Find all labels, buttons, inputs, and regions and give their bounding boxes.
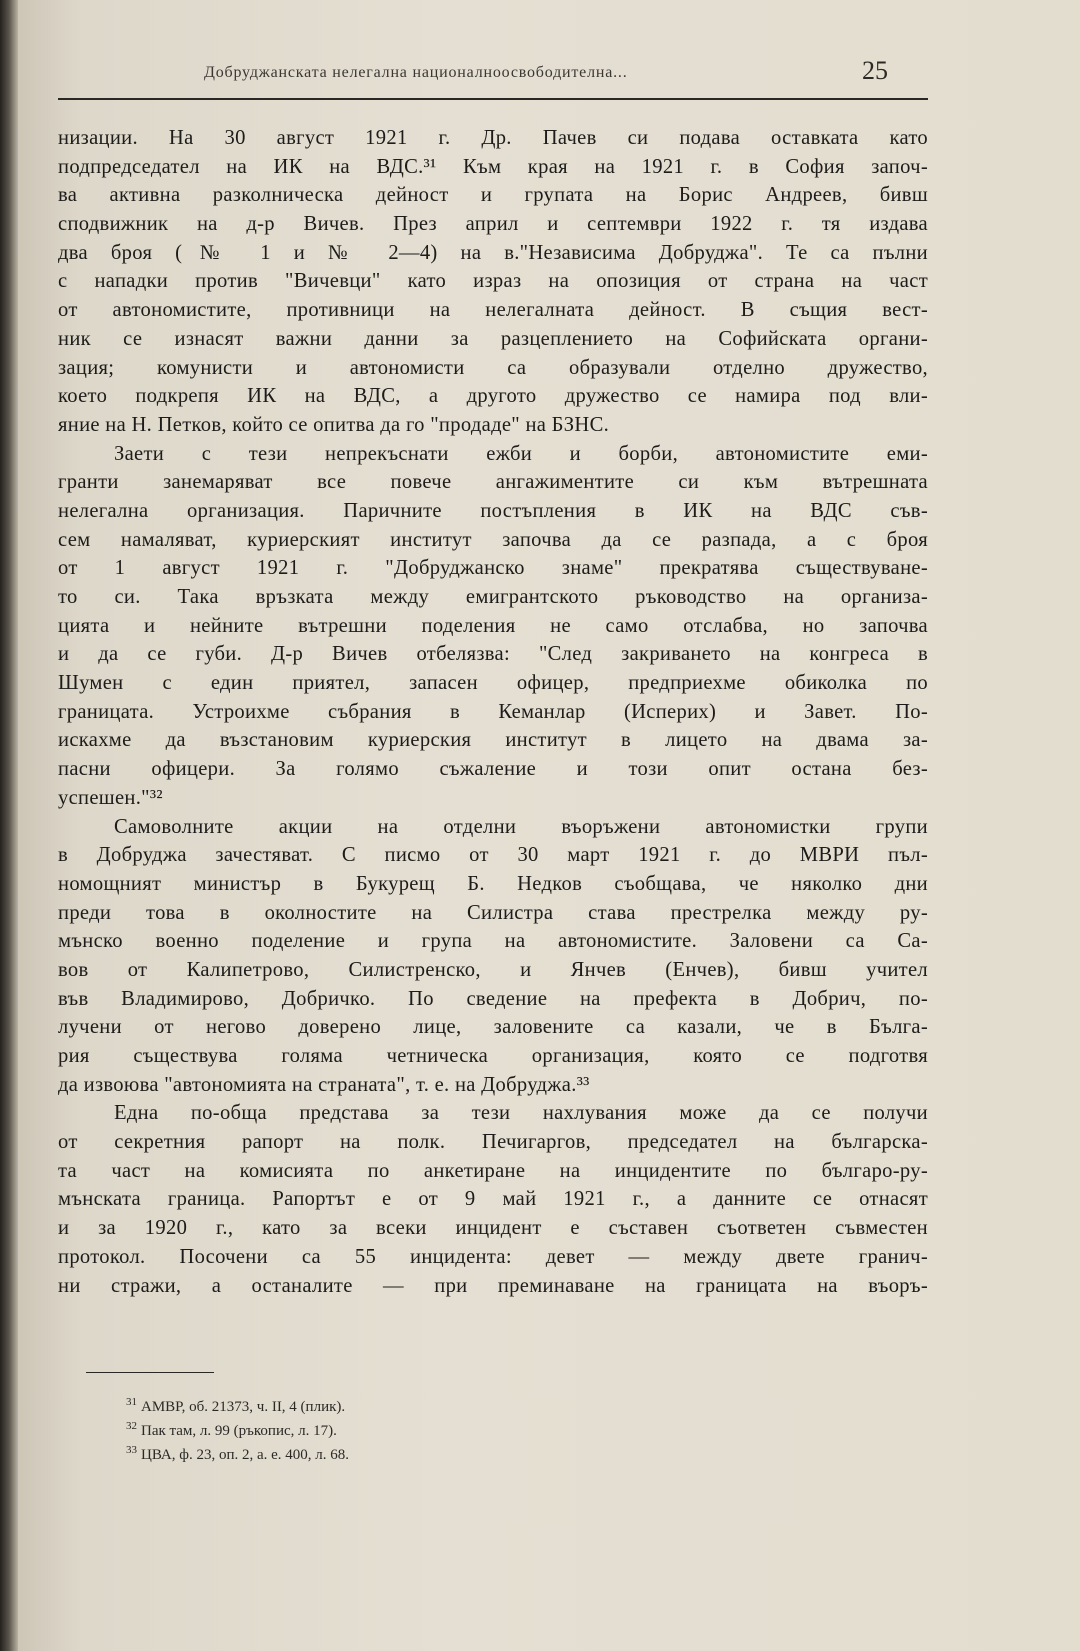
text-line: сем намаляват, куриерският институт започва да се разпада, а с броя bbox=[58, 528, 928, 551]
text-line: което подкрепя ИК на ВДС, а другото дружество се намира под вли- bbox=[58, 385, 928, 408]
text-line: Заети с тези непрекъснати ежби и борби, автономистите еми- bbox=[114, 442, 928, 465]
text-line: низации. На 30 август 1921 г. Др. Пачев си подава оставката като bbox=[58, 127, 928, 149]
text-line: Самоволните акции на отделни въоръжени автономистки групи bbox=[114, 815, 928, 838]
page-header bbox=[58, 54, 928, 100]
footnotes bbox=[126, 1390, 826, 1462]
text-line: та част на комисията по анкетиране на инцидентите по българо-ру- bbox=[58, 1159, 928, 1182]
text-line: нелегална организация. Паричните постъпления в ИК на ВДС съв- bbox=[58, 499, 928, 522]
text-line: успешен."³² bbox=[58, 786, 163, 809]
text-line: сподвижник на д-р Вичев. През април и септември 1922 г. тя издава bbox=[58, 213, 928, 236]
text-line: във Владимирово, Добричко. По сведение на префекта в Добрич, по- bbox=[58, 987, 928, 1010]
footnote-text: ЦВА, ф. 23, оп. 2, а. е. 400, л. 68. bbox=[141, 1447, 350, 1463]
text-line: мънско военно поделение и група на автономистите. Заловени са Са- bbox=[58, 930, 928, 953]
footnote-text: Пак там, л. 99 (ръкопис, л. 17). bbox=[141, 1423, 337, 1439]
text-line: вов от Калипетрово, Силистренско, и Янчев (Енчев), бивш учител bbox=[58, 958, 928, 981]
text-line: рия съществува голяма четническа организация, която се подготвя bbox=[58, 1045, 928, 1067]
text-line: протокол. Посочени са 55 инцидента: девет — между двете гранич- bbox=[58, 1245, 928, 1268]
text-line: мънската граница. Рапортът е от 9 май 1921 г., а данните се отнасят bbox=[58, 1188, 928, 1211]
text-line: номощният министър в Букурещ Б. Недков съобщава, че няколко дни bbox=[58, 872, 928, 895]
book-page bbox=[18, 0, 1080, 1651]
text-line: границата. Устроихме събрания в Кеманлар (Исперих) и Завет. По- bbox=[58, 700, 928, 723]
running-title: Добруджанската нелегална националноосвободителна... bbox=[204, 64, 628, 81]
text-line: от 1 август 1921 г. "Добруджанско знаме" прекратява съществуване- bbox=[58, 557, 928, 580]
text-line: ва активна разколническа дейност и групата на Борис Андреев, бивш bbox=[58, 184, 928, 207]
footnote-number: 33 bbox=[126, 1444, 137, 1456]
text-line: и за 1920 г., като за всеки инцидент е съставен съответен съвместен bbox=[58, 1217, 928, 1240]
text-line: лучени от негово доверено лице, заловените са казали, че в Бълга- bbox=[58, 1016, 928, 1039]
text-line: цията и нейните вътрешни поделения не само отслабва, но започва bbox=[58, 614, 928, 637]
text-line: два броя (№ 1 и № 2—4) на в."Независима Добруджа". Те са пълни bbox=[58, 241, 928, 264]
text-line: яние на Н. Петков, който се опитва да го "продаде" на БЗНС. bbox=[58, 413, 610, 436]
text-line: ник се изнасят важни данни за разцеплението на Софийската органи- bbox=[58, 327, 928, 350]
text-line: в Добруджа зачестяват. С писмо от 30 март 1921 г. до МВРИ пъл- bbox=[58, 844, 928, 867]
text-line: подпредседател на ИК на ВДС.³¹ Към края на 1921 г. в София започ- bbox=[58, 155, 928, 178]
text-line: пасни офицери. За голямо съжаление и този опит остана без- bbox=[58, 758, 928, 781]
text-line: гранти занемаряват все повече ангажиментите си към вътрешната bbox=[58, 471, 928, 494]
footnote bbox=[126, 1390, 826, 1414]
footnote bbox=[126, 1438, 826, 1462]
footnote-text: АМВР, об. 21373, ч. II, 4 (плик). bbox=[141, 1399, 346, 1415]
text-line: и да се губи. Д-р Вичев отбелязва: "След закриването на конгреса в bbox=[58, 643, 928, 666]
text-line: ни стражи, а останалите — при преминаване на границата на въоръ- bbox=[58, 1274, 928, 1297]
text-line: от секретния рапорт на полк. Печигаргов, председател на българска- bbox=[58, 1131, 928, 1154]
text-line: с нападки против "Вичевци" като израз на опозиция от страна на част bbox=[58, 270, 928, 293]
text-line: зация; комунисти и автономисти са образували отделно дружество, bbox=[58, 356, 928, 379]
page-number: 25 bbox=[862, 56, 888, 85]
book-binding-shadow bbox=[0, 0, 18, 1651]
body-text bbox=[58, 124, 928, 1300]
footnote-number: 32 bbox=[126, 1420, 137, 1432]
text-line: то си. Така връзката между емигрантското ръководство на организа- bbox=[58, 586, 928, 608]
footnote-separator bbox=[86, 1372, 214, 1373]
text-line: Шумен с един приятел, запасен офицер, предприехме обиколка по bbox=[58, 672, 928, 695]
text-line: да извоюва "автономията на страната", т. е. на Добруджа.³³ bbox=[58, 1073, 590, 1096]
text-line: от автономистите, противници на нелегалната дейност. В същия вест- bbox=[58, 299, 928, 322]
text-line: Една по-обща представа за тези нахлувания може да се получи bbox=[114, 1102, 928, 1125]
text-line: искахме да възстановим куриерския институт в лицето на двама за- bbox=[58, 729, 928, 752]
footnote-number: 31 bbox=[126, 1396, 137, 1408]
footnote bbox=[126, 1414, 826, 1438]
text-line: преди това в околностите на Силистра става престрелка между ру- bbox=[58, 901, 928, 924]
